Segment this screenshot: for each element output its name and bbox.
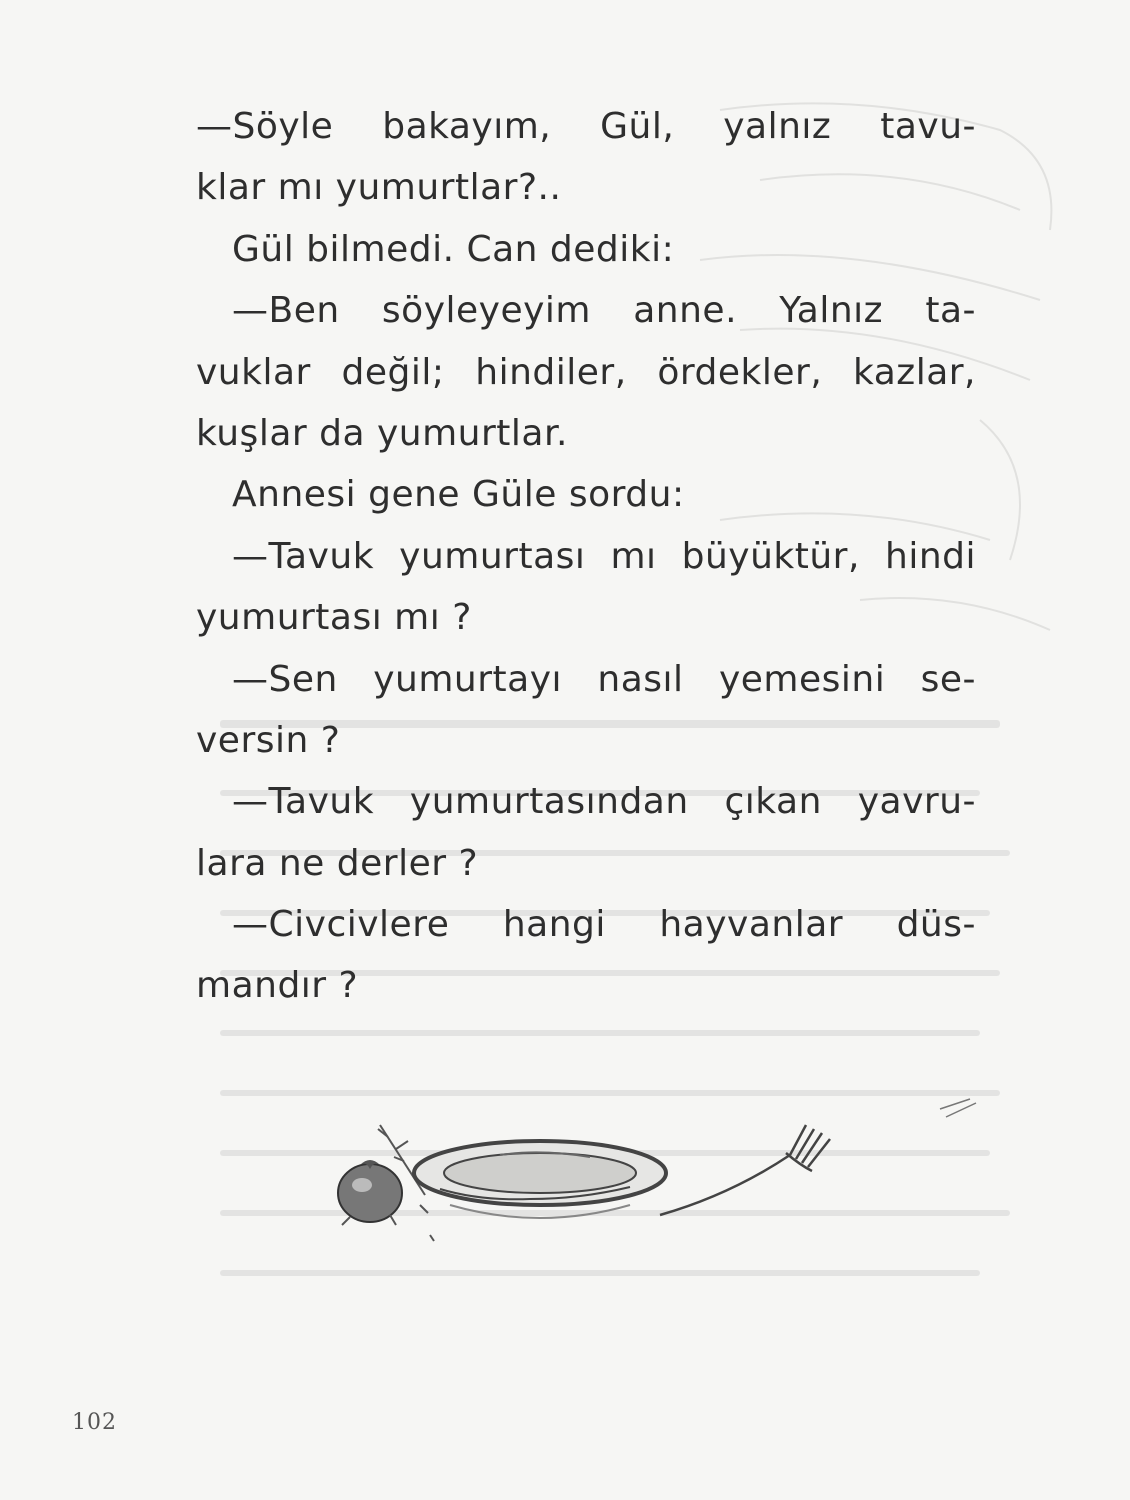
text-line: lara ne derler ? <box>196 842 479 884</box>
text-line: —Tavuk yumurtasından çıkan yavru- <box>232 781 976 823</box>
plate-tomato-fork-illustration <box>330 1085 1000 1245</box>
text-line: klar mı yumurtlar?.. <box>196 167 562 209</box>
text-line: versin ? <box>196 719 341 761</box>
text-line: mandır ? <box>196 965 359 1007</box>
text-line: —Civcivlere hangi hayvanlar düs- <box>232 904 976 946</box>
plate-icon <box>414 1141 666 1218</box>
text-line: yumurtası mı ? <box>196 597 472 639</box>
text-line: —Tavuk yumurtası mı büyüktür, hindi <box>232 535 976 577</box>
text-line: vuklar değil; hindiler, ördekler, kazlar, <box>196 351 976 393</box>
text-line: —Söyle bakayım, Gül, yalnız tavu- <box>196 106 976 147</box>
text-line: —Ben söyleyeyim anne. Yalnız ta- <box>232 290 976 332</box>
fork-icon <box>660 1125 830 1215</box>
text-line: Annesi gene Güle sordu: <box>232 474 685 516</box>
tomato-icon <box>338 1160 402 1225</box>
stroke-mark <box>940 1099 976 1117</box>
page-number: 102 <box>72 1410 117 1435</box>
text-line: kuşlar da yumurtlar. <box>196 412 568 454</box>
text-line: —Sen yumurtayı nasıl yemesini se- <box>232 658 976 700</box>
page-text <box>196 96 976 1017</box>
text-line: Gül bilmedi. Can dediki: <box>232 228 675 270</box>
